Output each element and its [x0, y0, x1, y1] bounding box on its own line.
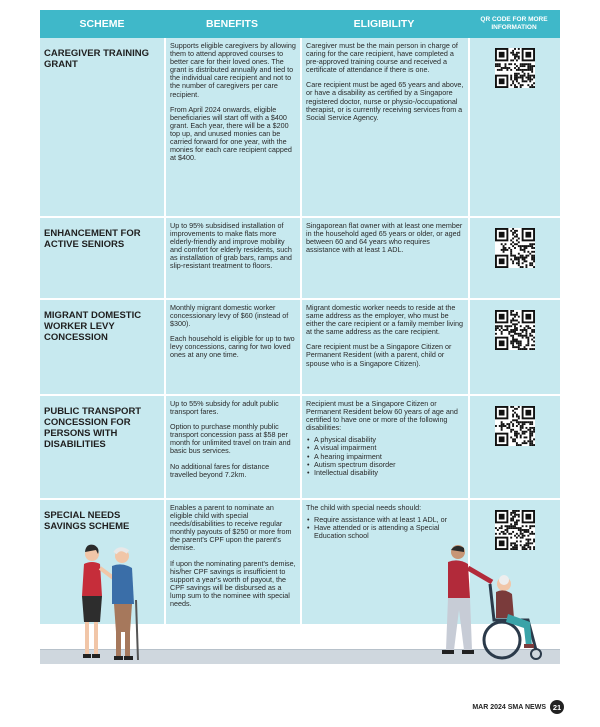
benefits-text: From April 2024 onwards, eligible beneficiaries will start off with a $400 grant. Each year, there will be a $200 top up, and unused monies can be carried forward for one year, with the monies for each care recipient capped at $400.	[170, 104, 292, 163]
list-item: • A visual impairment	[306, 444, 464, 452]
requirement-list	[306, 516, 464, 540]
schemes-table	[40, 10, 560, 624]
benefits-text: Enables a parent to nominate an eligible child with special needs/disabilities to receive regular monthly payouts of $250 or more from the parent's CPF upon the parent's demise.	[170, 503, 292, 553]
list-item: • A hearing impairment	[306, 453, 464, 461]
benefits-cell	[164, 300, 300, 394]
disability-list	[306, 436, 464, 476]
list-item: • Intellectual disability	[306, 469, 464, 477]
eligibility-text: Migrant domestic worker needs to reside at the same address as the employer, who must be either the care recipient or a family member living at the same address as the care recipient.	[306, 303, 463, 337]
list-item: • A physical disability	[306, 436, 464, 444]
eligibility-cell	[300, 396, 468, 498]
benefits-text: Up to 95% subsidised installation of improvements to make flats more elderly-friendly and improve mobility and comfort for elderly residents, such as installation of grab bars, ramps and slip-resistant treatment to floors.	[170, 221, 292, 271]
list-item: • Have attended or is attending a Special Education school	[306, 524, 464, 540]
header-benefits: BENEFITS	[206, 18, 258, 30]
qr-cell	[468, 218, 560, 298]
table-row	[40, 300, 560, 396]
table-row	[40, 218, 560, 300]
benefits-text: Monthly migrant domestic worker concessionary levy of $60 (instead of $300).	[170, 303, 289, 329]
eligibility-text: Care recipient must be a Singapore Citizen or Permanent Resident (with a parent, child or spouse who is a Singapore Citizen).	[306, 342, 452, 368]
eligibility-text: Recipient must be a Singapore Citizen or Permanent Resident below 60 years of age and certified to have one or more of the following disabilities:	[306, 399, 458, 433]
caregiver-walking-illustration	[72, 540, 148, 664]
qr-cell	[468, 396, 560, 498]
qr-cell	[468, 300, 560, 394]
page-footer	[472, 700, 564, 714]
eligibility-cell	[300, 218, 468, 298]
wheelchair-illustration	[432, 540, 552, 664]
scheme-name: ENHANCEMENT FOR ACTIVE SENIORS	[44, 228, 141, 250]
benefits-text: Each household is eligible for up to two levy concessions, caring for two loved ones at any one time.	[170, 334, 295, 360]
list-item: • Autism spectrum disorder	[306, 461, 464, 469]
eligibility-text: Care recipient must be aged 65 years and above, or have a disability as certified by a Singapore registered doctor, nurse or physio-/occupational therapist, or is currently receiving services from a Social Service Agency.	[306, 80, 464, 122]
benefits-cell	[164, 38, 300, 216]
eligibility-cell	[300, 300, 468, 394]
header-eligibility: ELIGIBILITY	[353, 18, 415, 30]
scheme-name: MIGRANT DOMESTIC WORKER LEVY CONCESSION	[44, 310, 142, 343]
qr-code-icon[interactable]	[495, 310, 535, 350]
benefits-text: Option to purchase monthly public transport concession pass at $58 per month for unlimited travel on train and basic bus services.	[170, 422, 291, 456]
table-row	[40, 38, 560, 218]
issue-label: MAR 2024 SMA NEWS	[472, 703, 546, 711]
benefits-text: Up to 55% subsidy for adult public transport fares.	[170, 399, 279, 417]
qr-cell	[468, 38, 560, 216]
table-row	[40, 396, 560, 500]
eligibility-text: The child with special needs should:	[306, 503, 422, 512]
qr-code-icon[interactable]	[495, 228, 535, 268]
benefits-cell	[164, 396, 300, 498]
qr-code-icon[interactable]	[495, 406, 535, 446]
benefits-text: If upon the nominating parent's demise, his/her CPF savings is insufficient to support a year's worth of payout, the CPF savings will be disbursed as a lump sum to the nominee with special needs.	[170, 558, 296, 609]
qr-code-icon[interactable]	[495, 48, 535, 88]
benefits-cell	[164, 218, 300, 298]
benefits-text: Supports eligible caregivers by allowing them to attend approved courses to better care for their loved ones. The grant is distributed annually and tied to the individual care recipient and not to the number of caregivers per care recipient.	[170, 41, 296, 99]
scheme-name: PUBLIC TRANSPORT CONCESSION FOR PERSONS WITH DISABILITIES	[44, 406, 142, 450]
scheme-name: SPECIAL NEEDS SAVINGS SCHEME	[44, 510, 130, 532]
benefits-text: No additional fares for distance travelled beyond 7.2km.	[170, 461, 270, 479]
header-qr: QR CODE FOR MORE INFORMATION	[480, 16, 548, 31]
benefits-cell	[164, 500, 300, 624]
eligibility-text: Singaporean flat owner with at least one member in the household aged 65 years or older, or aged between 60 and 64 years who requires assistance with at least 1 ADL.	[306, 221, 463, 255]
header-scheme: SCHEME	[79, 18, 125, 30]
eligibility-cell	[300, 38, 468, 216]
table-header	[40, 10, 560, 38]
page-number: 21	[550, 700, 564, 714]
eligibility-text: Caregiver must be the main person in charge of caring for the care recipient, have completed a pre-approved training course and received a certificate of attendance if there is one.	[306, 41, 458, 75]
list-item: • Require assistance with at least 1 ADL, or	[306, 516, 464, 524]
scheme-name: CAREGIVER TRAINING GRANT	[44, 48, 150, 70]
